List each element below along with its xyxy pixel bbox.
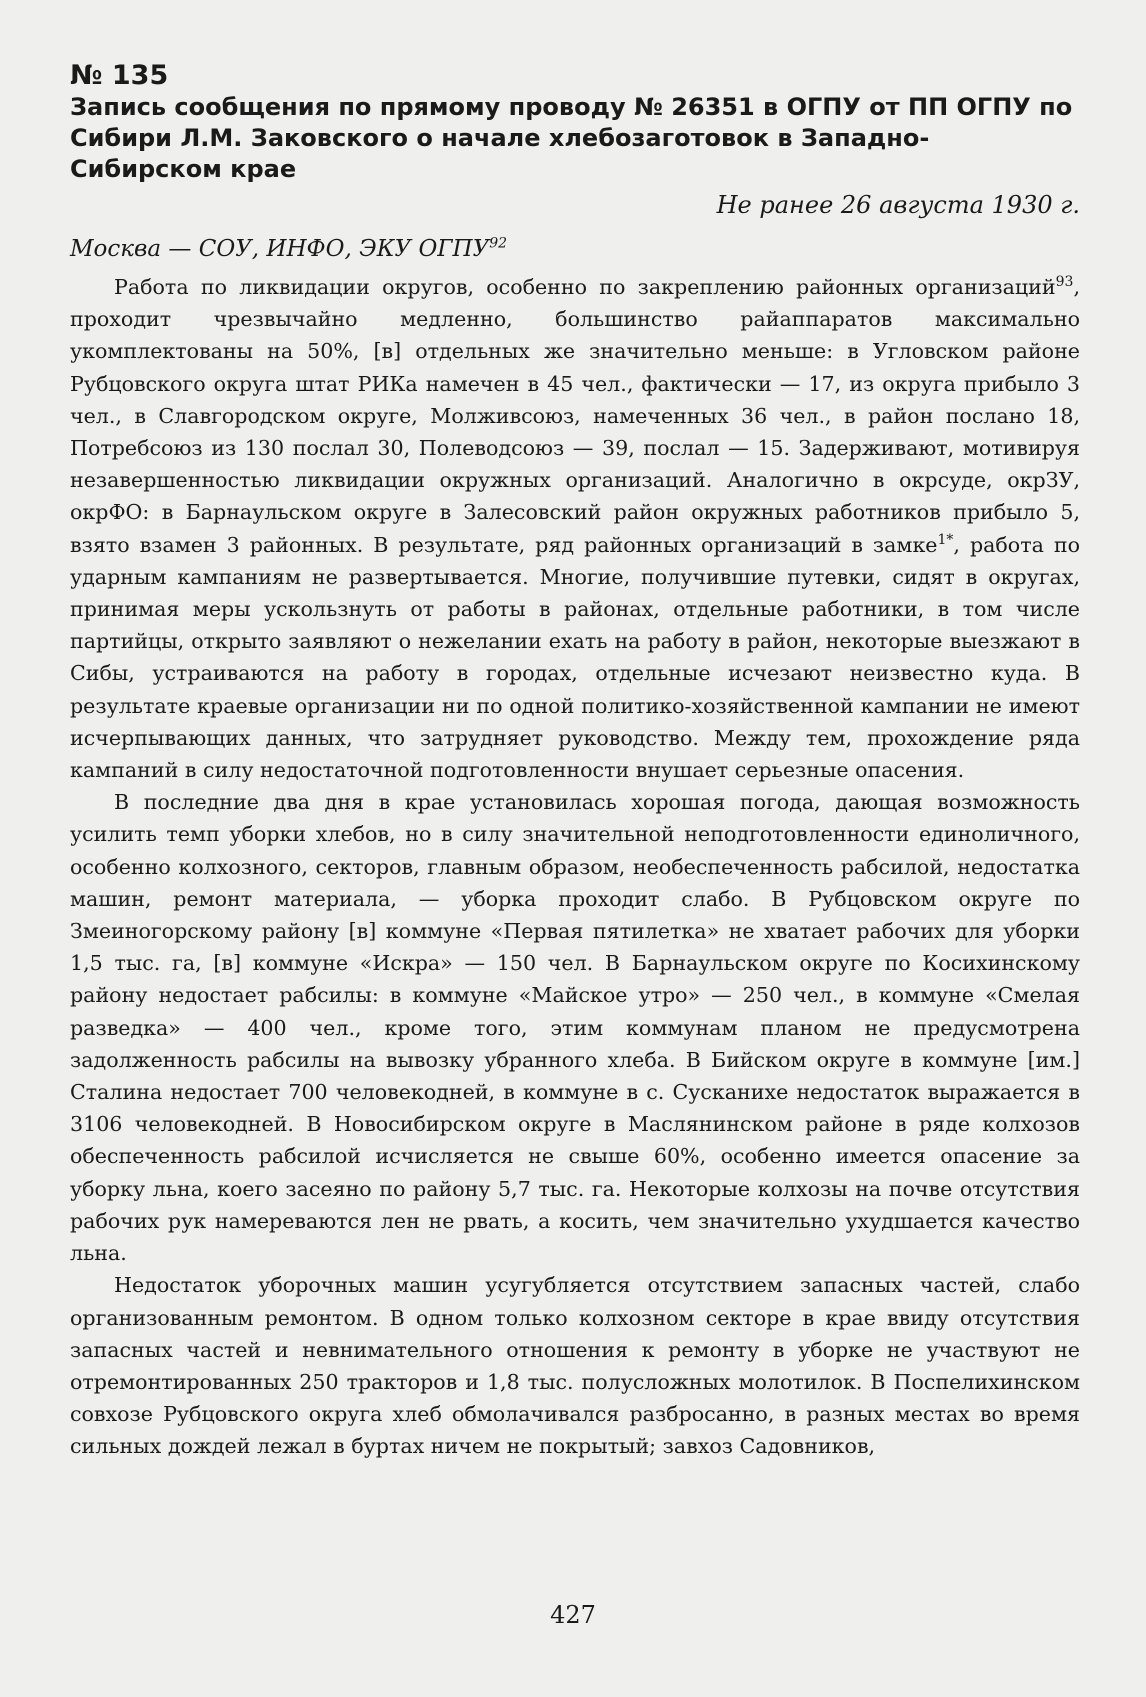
document-body bbox=[70, 271, 1080, 1463]
paragraph-text: , работа по ударным кампаниям не развертывается. Многие, получившие путевки, сидят в округах, принимая меры ускользнуть от работы в районах, отдельные работники, в том числе партийцы, открыто заявляют о нежелании ехать на работу в район, некоторые выезжают в Сибы, устраиваются на работу в городах, отдельные исчезают неизвестно куда. В результате краевые организации ни по одной политико-хозяйственной кампании не имеют исчерпывающих данных, что затрудняет руководство. Между тем, прохождение ряда кампаний в силу недостаточной подготовленности внушает серьезные опасения. bbox=[70, 532, 1080, 783]
addressee-text: Москва — СОУ, ИНФО, ЭКУ ОГПУ bbox=[70, 236, 490, 262]
document-date: Не ранее 26 августа 1930 г. bbox=[716, 191, 1080, 219]
footnote-ref: 92 bbox=[489, 235, 508, 252]
paragraph-text: В последние два дня в крае установилась хорошая погода, дающая возможность усилить темп уборки хлебов, но в силу значительной неподготовленности единоличного, особенно колхозного, секторов, главным образом, необеспеченность рабсилой, недостатка машин, ремонт материала, — уборка проходит слабо. В Рубцовском округе по Змеиногорскому району [в] коммуне «Первая пятилетка» не хватает рабочих для уборки 1,5 тыс. га, [в] коммуне «Искра» — 150 чел. В Барнаульском округе по Косихинскому району недостает рабсилы: в коммуне «Майское утро» — 250 чел., в коммуне «Смелая разведка» — 400 чел., кроме того, этим коммунам планом не предусмотрена задолженность рабсилы на вывозку убранного хлеба. В Бийском округе в коммуне [им.] Сталина недостает 700 человекодней, в коммуне в с. Сусканихе недостаток выражается в 3106 человекодней. В Новосибирском округе в Маслянинском районе в ряде колхозов обеспеченность рабсилой исчисляется не свыше 60%, особенно имеется опасение за уборку льна, коего засеяно по району 5,7 тыс. га. Некоторые колхозы на почве отсутствия рабочих рук намереваются лен не рвать, а косить, чем значительно ухудшается качество льна. bbox=[70, 790, 1080, 1266]
paragraph bbox=[70, 271, 1080, 786]
document-page bbox=[70, 60, 1080, 1463]
page-number: 427 bbox=[550, 1601, 596, 1629]
paragraph-text: , проходит чрезвычайно медленно, большинство райаппаратов максимально укомплектованы на 50%, [в] отдельных же значительно меньше: в Угловском районе Рубцовского округа штат РИКа намечен в 45 чел., фактически — 17, из округа прибыло 3 чел., в Славгородском округе, Молживсоюз, намеченных 36 чел., в район послано 18, Потребсоюз из 130 послал 30, Полеводсоюз — 39, послал — 15. Задерживают, мотивируя незавершенностью ликвидации окружных организаций. Аналогично в окрсуде, окрЗУ, окрФО: в Барнаульском округе в Залесовский район окружных работников прибыло 5, взято взамен 3 районных. В результате, ряд районных организаций в замке bbox=[70, 275, 1080, 557]
paragraph bbox=[70, 1269, 1080, 1462]
paragraph bbox=[70, 786, 1080, 1269]
paragraph-text: Недостаток уборочных машин усугубляется отсутствием запасных частей, слабо организованным ремонтом. В одном только колхозном секторе в крае ввиду отсутствия запасных частей и невнимательного отношения к ремонту в уборке не участвуют не отремонтированных 250 тракторов и 1,8 тыс. полусложных молотилок. В Поспелихинском совхозе Рубцовского округа хлеб обмолачивался разбросанно, в разных местах во время сильных дождей лежал в буртах ничем не покрытый; завхоз Садовников, bbox=[70, 1273, 1080, 1459]
document-addressee bbox=[70, 233, 1080, 265]
paragraph-text: Работа по ликвидации округов, особенно по закреплению районных организаций bbox=[114, 275, 1056, 299]
footnote-ref: 1* bbox=[937, 531, 954, 548]
document-title: Запись сообщения по прямому проводу № 26351 в ОГПУ от ПП ОГПУ по Сибири Л.М. Заковского о начале хлебозаготовок в Западно-Сибирском крае bbox=[70, 93, 1073, 183]
footnote-ref: 93 bbox=[1055, 274, 1074, 291]
document-number: № 135 bbox=[70, 60, 169, 91]
